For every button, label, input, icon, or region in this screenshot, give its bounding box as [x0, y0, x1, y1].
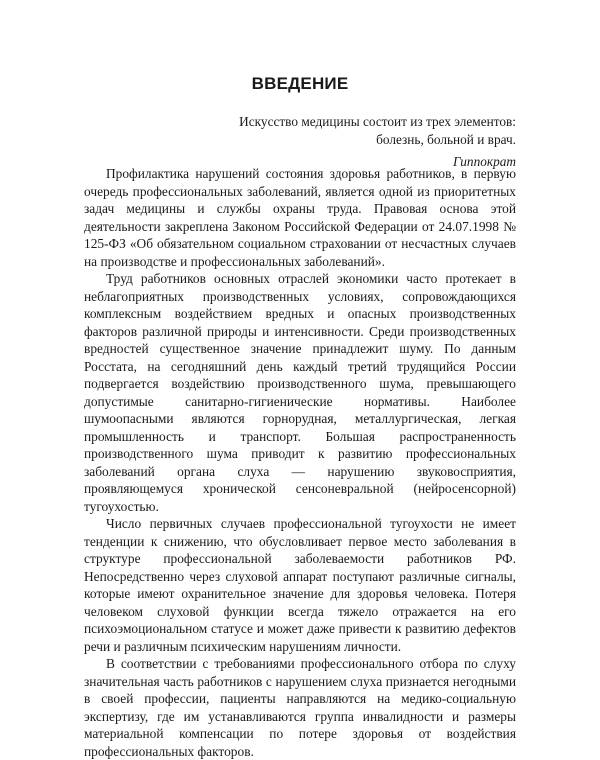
paragraph-4: В соответствии с требованиями профессионального отбора по слуху значительная часть работников с нарушением слуха признается негодными в своей профессии, пациенты направляются на медико-социальную экспертизу, где им устанавливаются группа инвалидности и размеры материальной компенсации по потере здоровья от воздействия профессиональных факторов.: [84, 656, 516, 759]
paragraph-3: Число первичных случаев профессиональной тугоухости не имеет тенденции к снижению, что обусловливает первое место заболевания в структуре профессиональной заболеваемости работников РФ. Непосредственно через слуховой аппарат поступают различные сигналы, которые имеют охранительное значение для здоровья человека. Потеря человеком слуховой функции всегда тяжело отражается на его психоэмоциональном статусе и может даже привести к развитию дефектов речи и различным психическим нарушениям личности.: [84, 516, 516, 654]
paragraph-2: Труд работников основных отраслей экономики часто протекает в неблагоприятных производственных условиях, сопровождающихся комплексным воздействием вредных и опасных производственных факторов различной природы и интенсивности. Среди производственных вредностей существенное значение принадлежит шуму. По данным Росстата, на сегодняшний день каждый третий трудящийся России подвергается воздействию производственного шума, превышающего допустимые санитарно-гигиенические нормативы. Наиболее шумоопасными являются горнорудная, металлургическая, легкая промышленность и транспорт. Большая распространенность производственного шума приводит к развитию профессиональных заболеваний органа слуха — нарушению звуковосприятия, проявляющемуся хронической сенсоневральной (нейросенсорной) тугоухостью.: [84, 271, 516, 514]
epigraph: [216, 113, 516, 171]
paragraph-1: Профилактика нарушений состояния здоровья работников, в первую очередь профессиональных заболеваний, является одной из приоритетных задач медицины и службы охраны труда. Правовая основа этой деятельности закреплена Законом Российской Федерации от 24.07.1998 № 125-ФЗ «Об обязательном социальном страховании от несчастных случаев на производстве и профессиональных заболеваний».: [84, 166, 516, 269]
body-text: [84, 165, 516, 760]
epigraph-author: Гиппократ: [452, 154, 516, 169]
chapter-title: ВВЕДЕНИЕ: [251, 74, 349, 93]
epigraph-line-1: Искусство медицины состоит из трех элементов:: [239, 114, 516, 129]
epigraph-line-2: болезнь, больной и врач.: [376, 131, 516, 147]
